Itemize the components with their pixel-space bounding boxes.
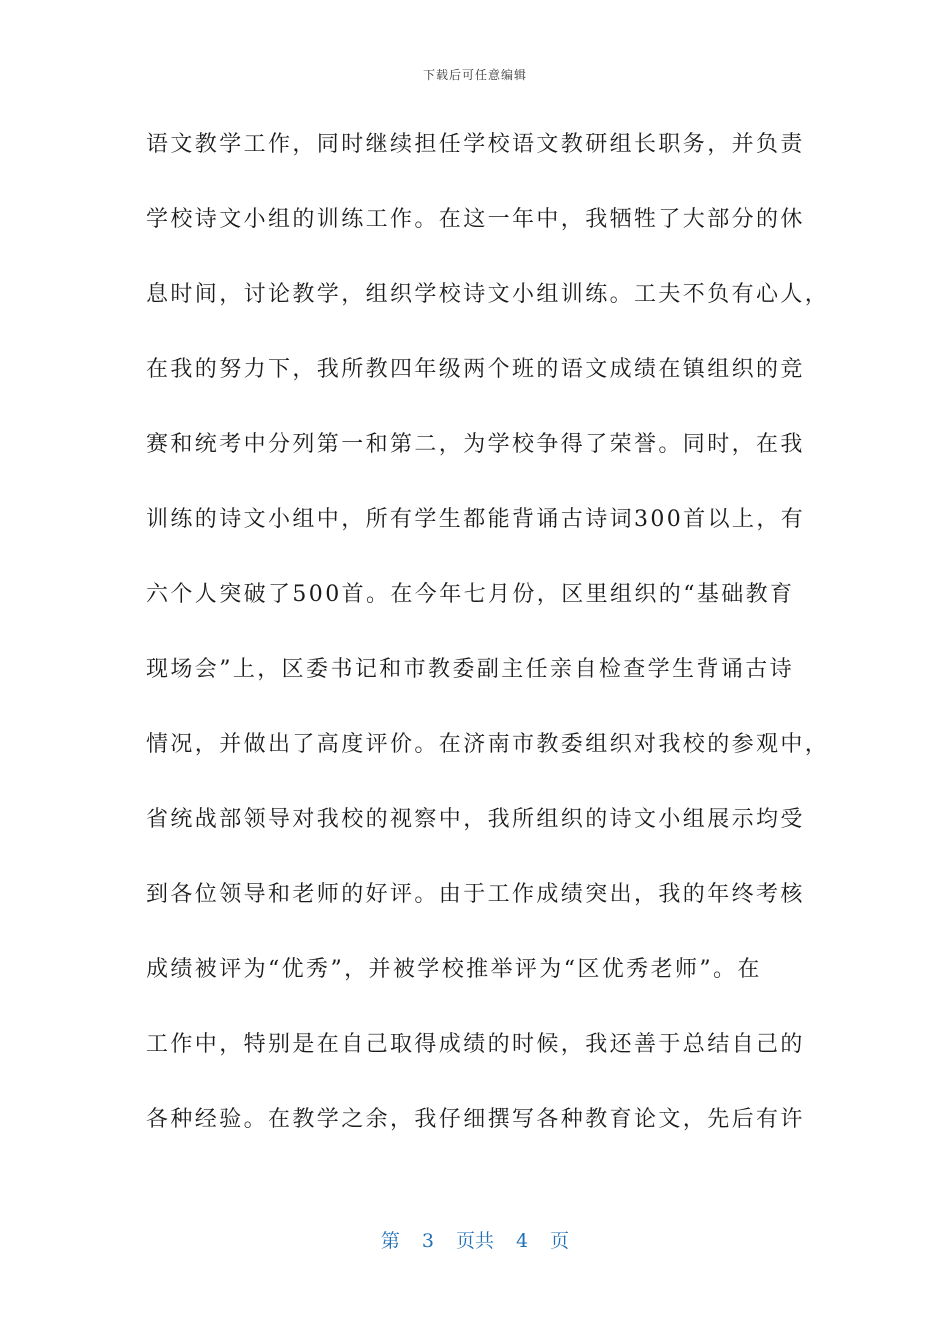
body-line: 成绩被评为“优秀”，并被学校推举评为“区优秀老师”。在	[146, 957, 762, 982]
page-header-note: 下载后可任意编辑	[422, 68, 527, 82]
current-page-number: 3	[421, 1230, 434, 1252]
page-prefix: 第	[380, 1230, 400, 1252]
body-line: 六个人突破了500首。在今年七月份，区里组织的“基础教育	[146, 582, 795, 607]
body-line: 到各位领导和老师的好评。由于工作成绩突出，我的年终考核	[146, 882, 805, 907]
body-line: 息时间，讨论教学，组织学校诗文小组训练。工夫不负有心人，	[146, 282, 830, 307]
body-line: 语文教学工作，同时继续担任学校语文教研组长职务，并负责	[146, 132, 805, 157]
body-line: 省统战部领导对我校的视察中，我所组织的诗文小组展示均受	[146, 807, 805, 832]
body-line: 各种经验。在教学之余，我仔细撰写各种教育论文，先后有许	[146, 1107, 805, 1132]
body-line: 训练的诗文小组中，所有学生都能背诵古诗词300首以上，有	[146, 507, 806, 532]
body-line: 现场会”上，区委书记和市教委副主任亲自检查学生背诵古诗	[146, 657, 795, 682]
body-line: 学校诗文小组的训练工作。在这一年中，我牺牲了大部分的休	[146, 207, 805, 232]
document-body	[146, 128, 830, 1178]
body-line: 赛和统考中分列第一和第二，为学校争得了荣誉。同时，在我	[146, 432, 805, 457]
page-mid: 页共	[455, 1230, 494, 1252]
body-line: 在我的努力下，我所教四年级两个班的语文成绩在镇组织的竞	[146, 357, 805, 382]
page-suffix: 页	[550, 1230, 570, 1252]
total-pages-number: 4	[516, 1230, 529, 1252]
page-number-footer	[0, 1226, 950, 1253]
body-line: 工作中，特别是在自己取得成绩的时候，我还善于总结自己的	[146, 1032, 805, 1057]
body-line: 情况，并做出了高度评价。在济南市教委组织对我校的参观中，	[146, 732, 830, 757]
